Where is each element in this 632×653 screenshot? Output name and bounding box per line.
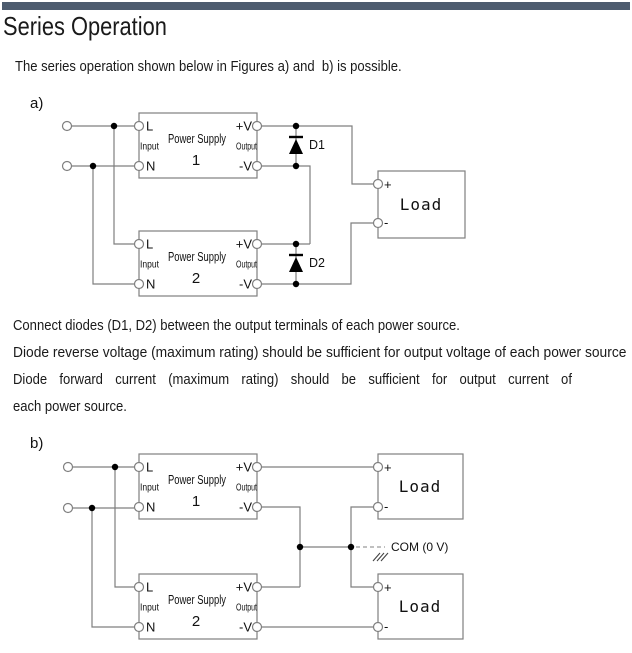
wire-input-line1	[72, 126, 134, 244]
ps2-output-label: Output	[236, 602, 258, 614]
load-label: Load	[399, 195, 443, 214]
ground-icon	[373, 553, 388, 561]
d1-label: D1	[309, 138, 325, 152]
figure-a-diagram	[0, 86, 632, 304]
load2-minus-label: -	[384, 619, 389, 634]
ps2-minus-v-label: -V	[239, 276, 252, 292]
ps1-n-label: N	[146, 158, 156, 174]
input-terminal	[64, 504, 73, 513]
load1-plus-terminal	[374, 463, 383, 472]
ps2-n-label: N	[146, 619, 156, 635]
ps1-l-label: L	[146, 459, 154, 475]
note-line-1: Connect diodes (D1, D2) between the output terminals of each power source.	[13, 317, 460, 334]
note-line-4: each power source.	[13, 398, 127, 415]
terminal-minus-v	[253, 623, 262, 632]
figure-b-diagram	[0, 430, 632, 648]
junction-dot	[293, 281, 299, 287]
load2-plus-label: +	[384, 580, 392, 595]
terminal-minus-v	[253, 280, 262, 289]
ps1-name: Power Supply	[168, 473, 227, 487]
load-minus-terminal	[374, 219, 383, 228]
wire-ps1-plus-to-load	[262, 126, 373, 184]
ps2-plus-v-label: +V	[235, 236, 252, 252]
ps2-plus-v-label: +V	[235, 579, 252, 595]
d2-label: D2	[309, 256, 325, 270]
junction-dot	[297, 544, 303, 550]
terminal-l	[135, 583, 144, 592]
junction-dot	[293, 163, 299, 169]
load1-label: Load	[398, 477, 442, 496]
junction-dot	[348, 544, 354, 550]
ps2-l-label: L	[146, 579, 154, 595]
ps2-l-label: L	[146, 236, 154, 252]
ps2-minus-v-label: -V	[239, 619, 252, 635]
ps1-number: 1	[191, 493, 201, 510]
ps1-output-label: Output	[236, 482, 258, 494]
figure-a-label: a)	[30, 95, 44, 112]
load2-label: Load	[398, 597, 442, 616]
page-title: Series Operation	[3, 11, 167, 41]
ps1-minus-v-label: -V	[239, 499, 252, 515]
wire-series-link	[262, 507, 300, 587]
wire-ps2-minus-to-load	[262, 223, 373, 284]
input-terminal	[64, 463, 73, 472]
ps1-l-label: L	[146, 118, 154, 134]
note-line-3: Diode forward current (maximum rating) should be sufficient for output current of	[13, 371, 572, 388]
wire-input-line2	[72, 166, 134, 284]
ps2-name: Power Supply	[168, 250, 227, 264]
terminal-plus-v	[253, 122, 262, 131]
header-bar	[2, 2, 630, 10]
junction-dot	[89, 505, 95, 511]
diode-d1-icon	[289, 137, 303, 154]
ps2-input-label: Input	[140, 602, 160, 614]
figure-b-label: b)	[30, 435, 44, 452]
wire-load1-to-load2	[351, 507, 373, 587]
com-label: COM (0 V)	[391, 540, 449, 554]
ps1-name: Power Supply	[168, 132, 227, 146]
terminal-n	[135, 503, 144, 512]
terminal-plus-v	[253, 240, 262, 249]
ps1-plus-v-label: +V	[235, 459, 252, 475]
terminal-l	[135, 240, 144, 249]
load1-plus-label: +	[384, 460, 392, 475]
junction-dot	[293, 241, 299, 247]
load-minus-label: -	[384, 215, 389, 230]
ps1-n-label: N	[146, 499, 156, 515]
terminal-plus-v	[253, 583, 262, 592]
ps1-plus-v-label: +V	[235, 118, 252, 134]
ps1-minus-v-label: -V	[239, 158, 252, 174]
ps2-n-label: N	[146, 276, 156, 292]
load1-minus-label: -	[384, 499, 389, 514]
junction-dot	[293, 123, 299, 129]
terminal-n	[135, 623, 144, 632]
junction-dot	[90, 163, 96, 169]
terminal-n	[135, 280, 144, 289]
note-line-2: Diode reverse voltage (maximum rating) should be sufficient for output voltage of each power source	[13, 344, 627, 361]
ps1-output-label: Output	[236, 141, 258, 153]
input-terminal	[63, 122, 72, 131]
load-plus-label: +	[384, 177, 392, 192]
ps2-number: 2	[191, 613, 201, 630]
ps2-number: 2	[191, 270, 201, 287]
terminal-minus-v	[253, 503, 262, 512]
terminal-l	[135, 463, 144, 472]
load1-minus-terminal	[374, 503, 383, 512]
diode-d2-icon	[289, 255, 303, 272]
wire-input-line2	[73, 508, 134, 627]
ps1-number: 1	[191, 152, 201, 169]
ps1-input-label: Input	[140, 141, 160, 153]
terminal-plus-v	[253, 463, 262, 472]
ps2-input-label: Input	[140, 259, 160, 271]
terminal-l	[135, 122, 144, 131]
terminal-minus-v	[253, 162, 262, 171]
junction-dot	[111, 123, 117, 129]
input-terminal	[63, 162, 72, 171]
load2-minus-terminal	[374, 623, 383, 632]
wire-series-link	[262, 166, 310, 244]
load2-plus-terminal	[374, 583, 383, 592]
intro-text: The series operation shown below in Figures a) and b) is possible.	[15, 58, 402, 75]
terminal-n	[135, 162, 144, 171]
wire-input-line1	[73, 467, 134, 587]
ps1-input-label: Input	[140, 482, 160, 494]
load-plus-terminal	[374, 180, 383, 189]
ps2-name: Power Supply	[168, 593, 227, 607]
ps2-output-label: Output	[236, 259, 258, 271]
junction-dot	[112, 464, 118, 470]
